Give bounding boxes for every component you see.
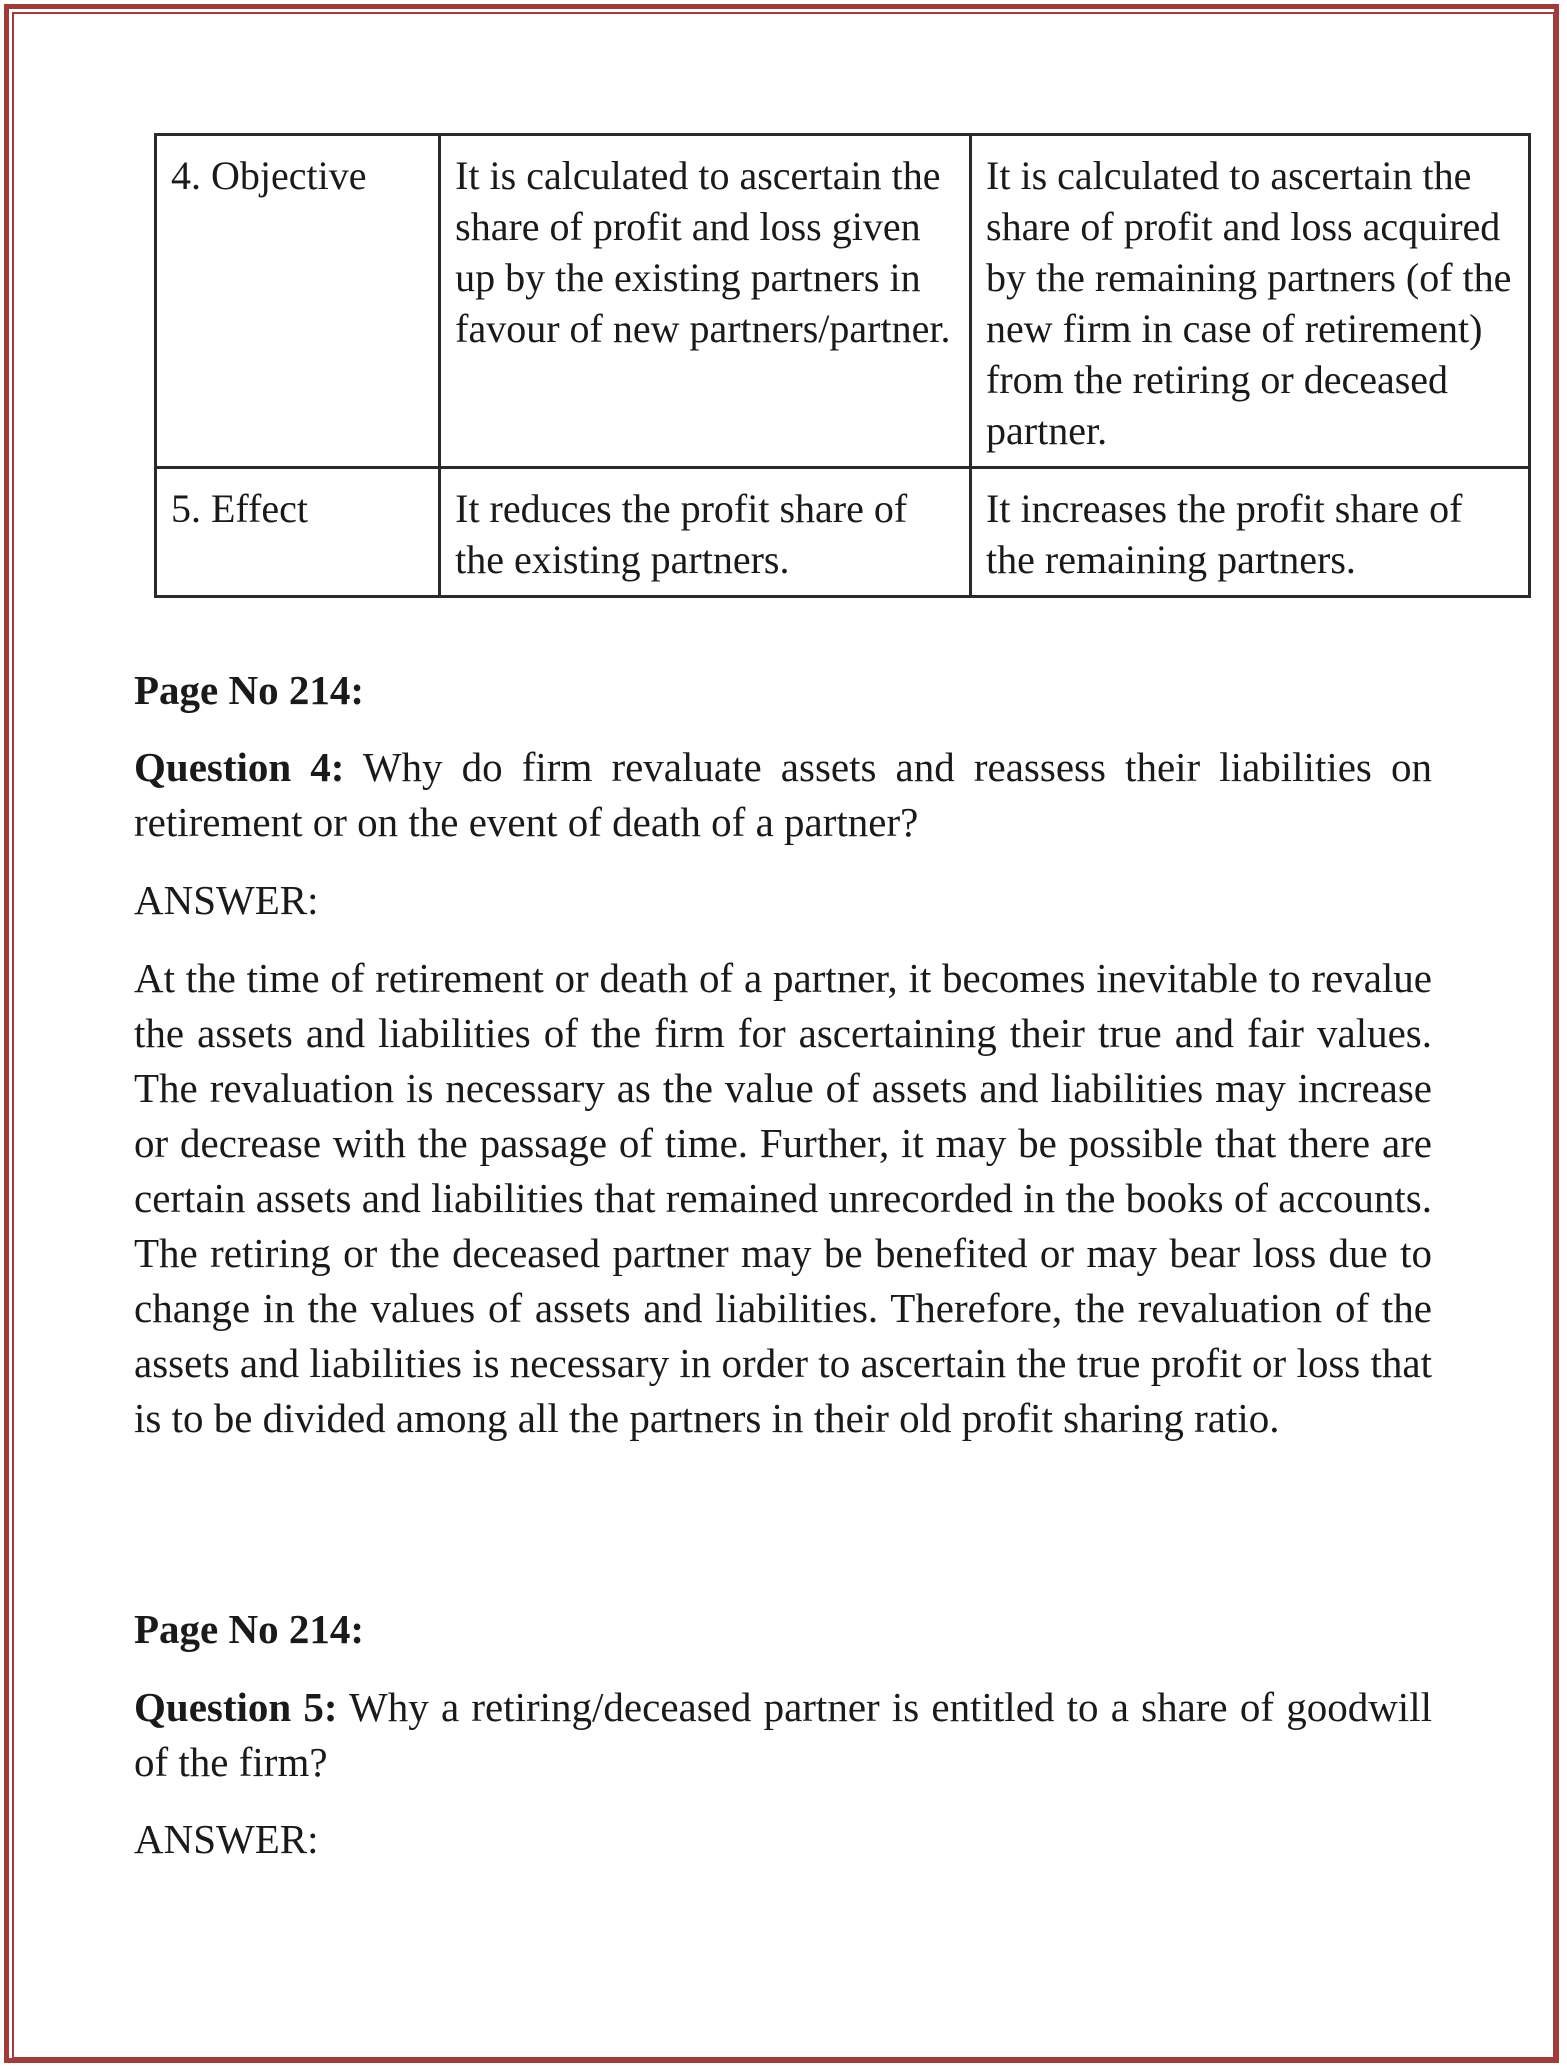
- table-cell-gaining-ratio: It reduces the profit share of the existing partners.: [440, 468, 971, 597]
- page-number-heading: Page No 214:: [134, 667, 365, 713]
- question-label: Question 4:: [134, 744, 345, 790]
- answer-paragraph: At the time of retirement or death of a partner, it becomes inevitable to revalue the assets and liabilities of the firm for ascertaining their true and fair values. The revaluation is necessary as the value of assets and liabilities may increase or decrease with the passage of time. Further, it may be possible that there are certain assets and liabilities that remained unrecorded in the books of accounts. The retiring or the deceased partner may be benefited or may bear loss due to change in the values of assets and liabilities. Therefore, the revaluation of the assets and liabilities is necessary in order to ascertain the true profit or loss that is to be divided among all the partners in their old profit sharing ratio.: [134, 955, 1432, 1441]
- table-cell-gaining-ratio: It is calculated to ascertain the share of profit and loss given up by the existing partners in favour of new partners/partner.: [440, 135, 971, 468]
- table-cell-sacrificing-ratio: It is calculated to ascertain the share of profit and loss acquired by the remaining partners (of the new firm in case of retirement) from the retiring or deceased partner.: [971, 135, 1530, 468]
- question-text: Why a retiring/deceased partner is entitled to a share of goodwill of the firm?: [134, 1684, 1432, 1785]
- question-label: Question 5:: [134, 1684, 338, 1730]
- answer-label: ANSWER:: [134, 1816, 319, 1862]
- comparison-table: [154, 133, 1531, 598]
- table-cell-label: 5. Effect: [156, 468, 440, 597]
- question-4: [134, 740, 1432, 850]
- table-row-effect: [156, 468, 1530, 597]
- table-cell-sacrificing-ratio: It increases the profit share of the remaining partners.: [971, 468, 1530, 597]
- answer-label: ANSWER:: [134, 877, 319, 923]
- question-text: Why do firm revaluate assets and reassess their liabilities on retirement or on the event of death of a partner?: [134, 744, 1432, 845]
- table-cell-label: 4. Objective: [156, 135, 440, 468]
- question-5: [134, 1680, 1432, 1790]
- table-row-objective: [156, 135, 1530, 468]
- page-number-heading: Page No 214:: [134, 1606, 365, 1652]
